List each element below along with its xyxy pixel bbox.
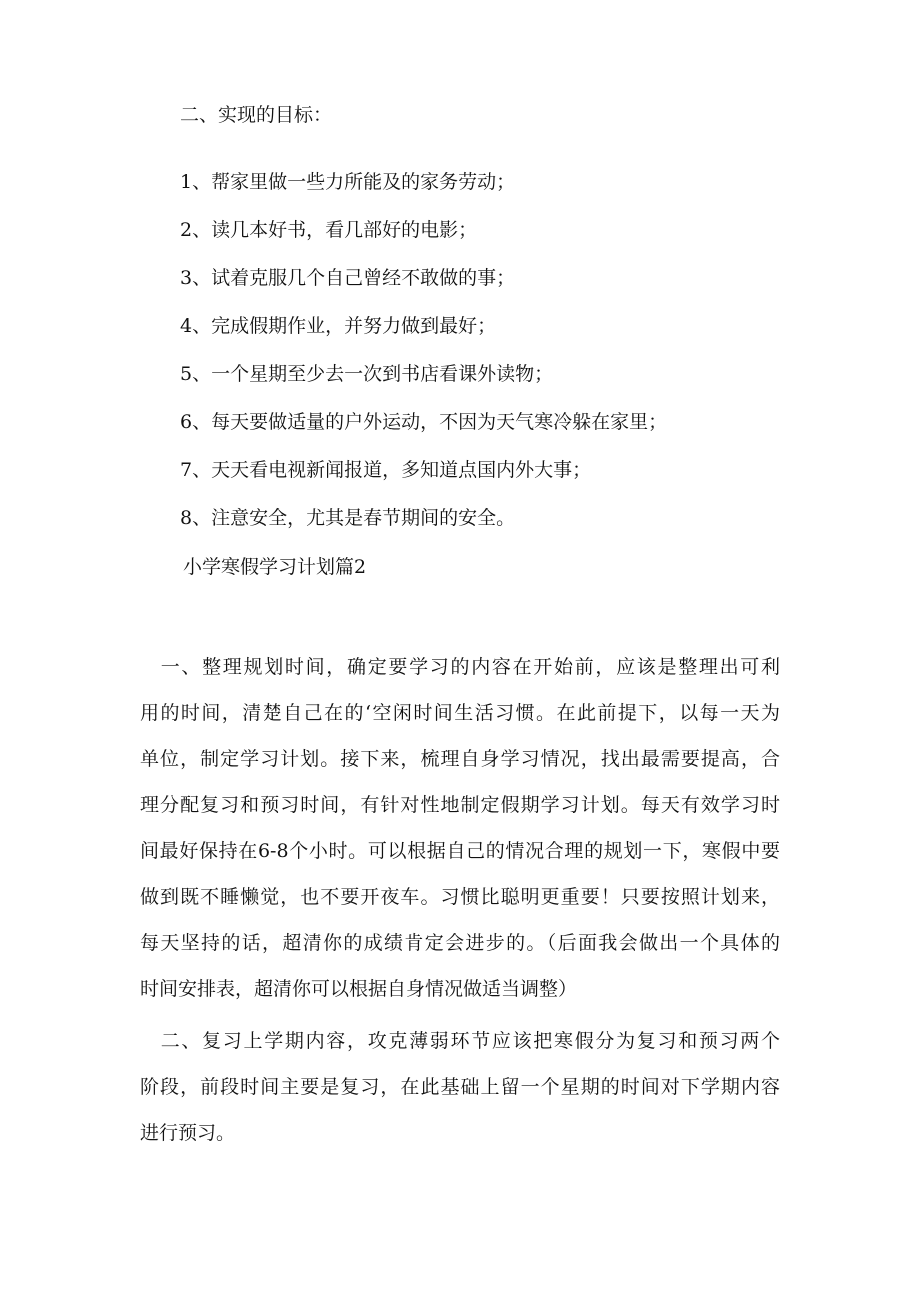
paragraph-line: 间最好保持在6-8个小时。可以根据自己的情况合理的规划一下，寒假中要 <box>140 840 780 862</box>
goal-item-6: 6、每天要做适量的户外运动，不因为天气寒冷躲在家里； <box>180 411 668 433</box>
paragraph-line: 理分配复习和预习时间，有针对性地制定假期学习计划。每天有效学习时 <box>140 794 780 816</box>
paragraph-line: 二、复习上学期内容，攻克薄弱环节应该把寒假分为复习和预习两个 <box>140 1030 780 1052</box>
goal-item-3: 3、试着克服几个自己曾经不敢做的事； <box>180 267 516 289</box>
paragraph-line: 做到既不睡懒觉，也不要开夜车。习惯比聪明更重要！只要按照计划来， <box>140 886 780 908</box>
paragraph-line: 一、整理规划时间，确定要学习的内容在开始前，应该是整理出可利 <box>140 656 780 678</box>
paragraph-line: 每天坚持的话，超清你的成绩肯定会进步的。（后面我会做出一个具体的 <box>140 932 780 954</box>
goal-item-5: 5、一个星期至少去一次到书店看课外读物； <box>180 363 554 385</box>
goal-item-1: 1、帮家里做一些力所能及的家务劳动； <box>180 171 516 193</box>
goal-item-7: 7、天天看电视新闻报道，多知道点国内外大事； <box>180 459 592 481</box>
section-subtitle: 小学寒假学习计划篇2 <box>183 556 367 578</box>
section-heading: 二、实现的目标： <box>180 104 333 126</box>
goal-item-2: 2、读几本好书，看几部好的电影； <box>180 219 478 241</box>
paragraph-line: 用的时间，清楚自己在的‘空闲时间生活习惯。在此前提下，以每一天为 <box>140 702 780 724</box>
goal-item-8: 8、注意安全，尤其是春节期间的安全。 <box>180 507 516 529</box>
paragraph-line: 单位，制定学习计划。接下来，梳理自身学习情况，找出最需要提高，合 <box>140 748 780 770</box>
paragraph-line: 进行预习。 <box>140 1122 236 1144</box>
goal-item-4: 4、完成假期作业，并努力做到最好； <box>180 315 497 337</box>
paragraph-line: 阶段，前段时间主要是复习，在此基础上留一个星期的时间对下学期内容 <box>140 1076 780 1098</box>
paragraph-line: 时间安排表，超清你可以根据自身情况做适当调整） <box>140 978 578 1000</box>
